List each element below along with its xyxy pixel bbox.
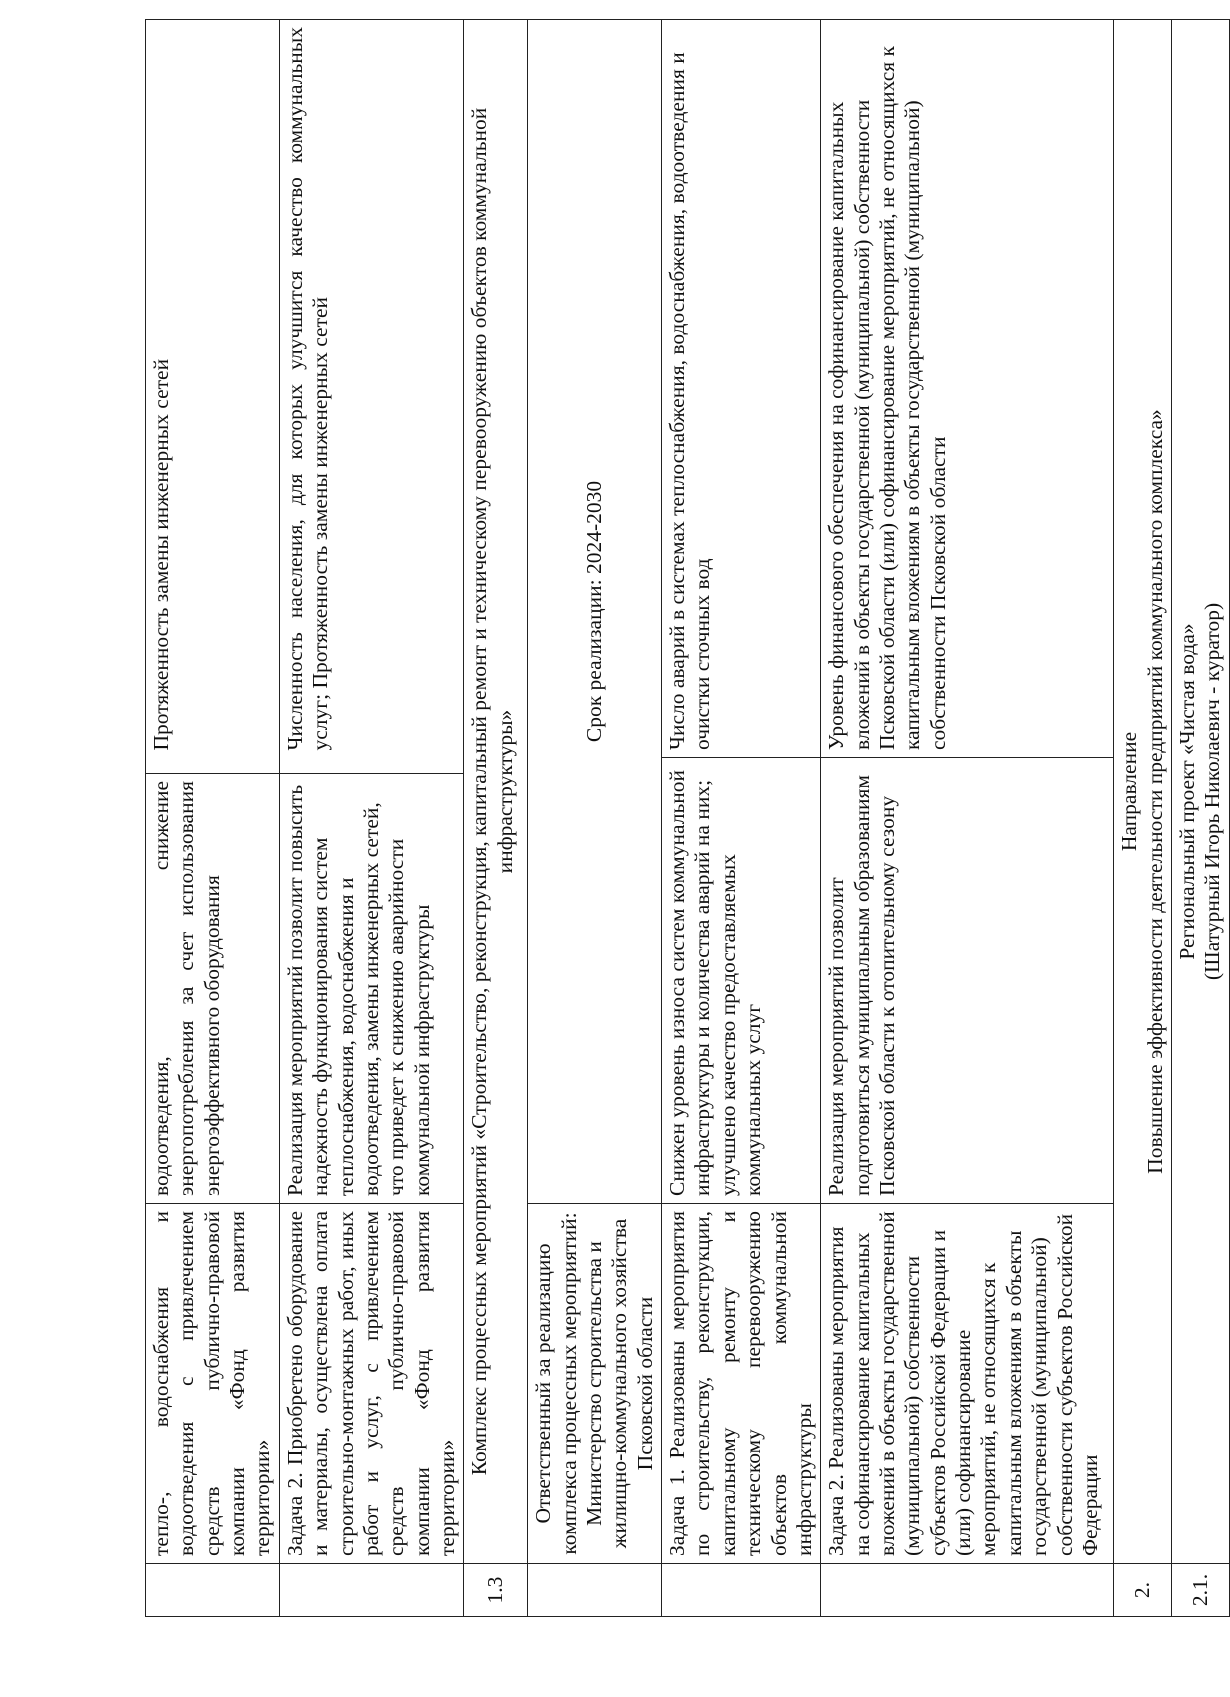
project-title: Региональный проект «Чистая вода» xyxy=(1174,623,1199,960)
table-row xyxy=(1171,20,1229,1617)
project-curator: (Шатурный Игорь Николаевич - куратор) xyxy=(1200,602,1225,981)
indicator-cell: Число аварий в системах теплоснабжения, водоснабжения, водоотведения и очистки сточных вод xyxy=(662,20,821,758)
table-row xyxy=(528,20,662,1617)
spacer-cell xyxy=(146,758,280,774)
table-row xyxy=(464,20,528,1617)
effect-cell: водоотведения, снижение энергопотребления за счет использования энергоэффективного оборудования xyxy=(146,774,280,1204)
effect-cell: Реализация мероприятий позволит повысить надежность функционирования систем теплоснабжения, водоснабжения и водоотведения, замены инженерных сетей, что приведет к снижению аварийности коммунальной инфраструктуры xyxy=(279,774,464,1204)
row-number xyxy=(821,1564,1114,1617)
task-cell: тепло-, водоснабжения и водоотведения с привлечением средств публично-правовой компании «Фонд развития территории» xyxy=(146,1204,280,1564)
row-number: 1.3 xyxy=(464,1564,528,1617)
task-cell: Задача 2. Реализованы мероприятия на софинансирование капитальных вложений в объекты государственной (муниципальной) собственности субъектов Российской Федерации и (или) софинансирование мероприятий, не относящихся к капитальным вложениям в объекты государственной (муниципальной) собственности субъектов Российской Федерации xyxy=(821,1204,1114,1564)
table-row xyxy=(1114,20,1172,1617)
indicator-cell: Протяженность замены инженерных сетей xyxy=(146,20,280,758)
direction-cell xyxy=(1114,20,1172,1564)
row-number xyxy=(279,1564,464,1617)
table-row xyxy=(279,20,464,1617)
responsible-cell: Ответственный за реализацию комплекса процессных мероприятий: Министерство строительства и жилищно-коммунального хозяйства Псковской области xyxy=(528,1204,662,1564)
document-page xyxy=(145,20,1225,1617)
section-title: Комплекс процессных мероприятий «Строительство, реконструкция, капитальный ремонт и техническому перевооружению объектов коммунальной инфраструктуры» xyxy=(464,20,528,1564)
direction-title: Повышение эффективности деятельности предприятий коммунального комплекса» xyxy=(1142,409,1167,1174)
indicator-cell: Уровень финансового обеспечения на софинансирование капитальных вложений в объекты государственной (муниципальной) собственности Псковской области (или) софинансирование мероприятий, не относящихся к капитальным вложениям в объекты государственной (муниципальной) собственности Псковской области xyxy=(821,20,1114,758)
table-row xyxy=(662,20,821,1617)
table-row xyxy=(146,20,280,1617)
spacer-cell xyxy=(279,758,464,774)
task-cell: Задача 1. Реализованы мероприятия по строительству, реконструкции, капитальному ремонту и техническому перевооружению объектов коммунальной инфраструктуры xyxy=(662,1204,821,1564)
direction-label: Направление xyxy=(1117,731,1142,852)
row-number xyxy=(146,1564,280,1617)
effect-cell: Реализация мероприятий позволит подготовиться муниципальным образованиям Псковской области к отопительному сезону xyxy=(821,758,1114,1204)
indicator-cell: Численность населения, для которых улучшится качество коммунальных услуг; Протяженность замены инженерных сетей xyxy=(279,20,464,758)
period-cell: Срок реализации: 2024-2030 xyxy=(528,20,662,1204)
measures-table xyxy=(145,19,1230,1617)
row-number: 2. xyxy=(1114,1564,1172,1617)
row-number xyxy=(528,1564,662,1617)
row-number xyxy=(662,1564,821,1617)
task-cell: Задача 2. Приобретено оборудование и материалы, осуществлена оплата строительно-монтажных работ, иных работ и услуг, с привлечением средств публично-правовой компании «Фонд развития территории» xyxy=(279,1204,464,1564)
effect-cell: Снижен уровень износа систем коммунальной инфраструктуры и количества аварий на них; улучшено качество предоставляемых коммунальных услуг xyxy=(662,758,821,1204)
project-cell xyxy=(1171,20,1229,1564)
row-number: 2.1. xyxy=(1171,1564,1229,1617)
table-row xyxy=(821,20,1114,1617)
